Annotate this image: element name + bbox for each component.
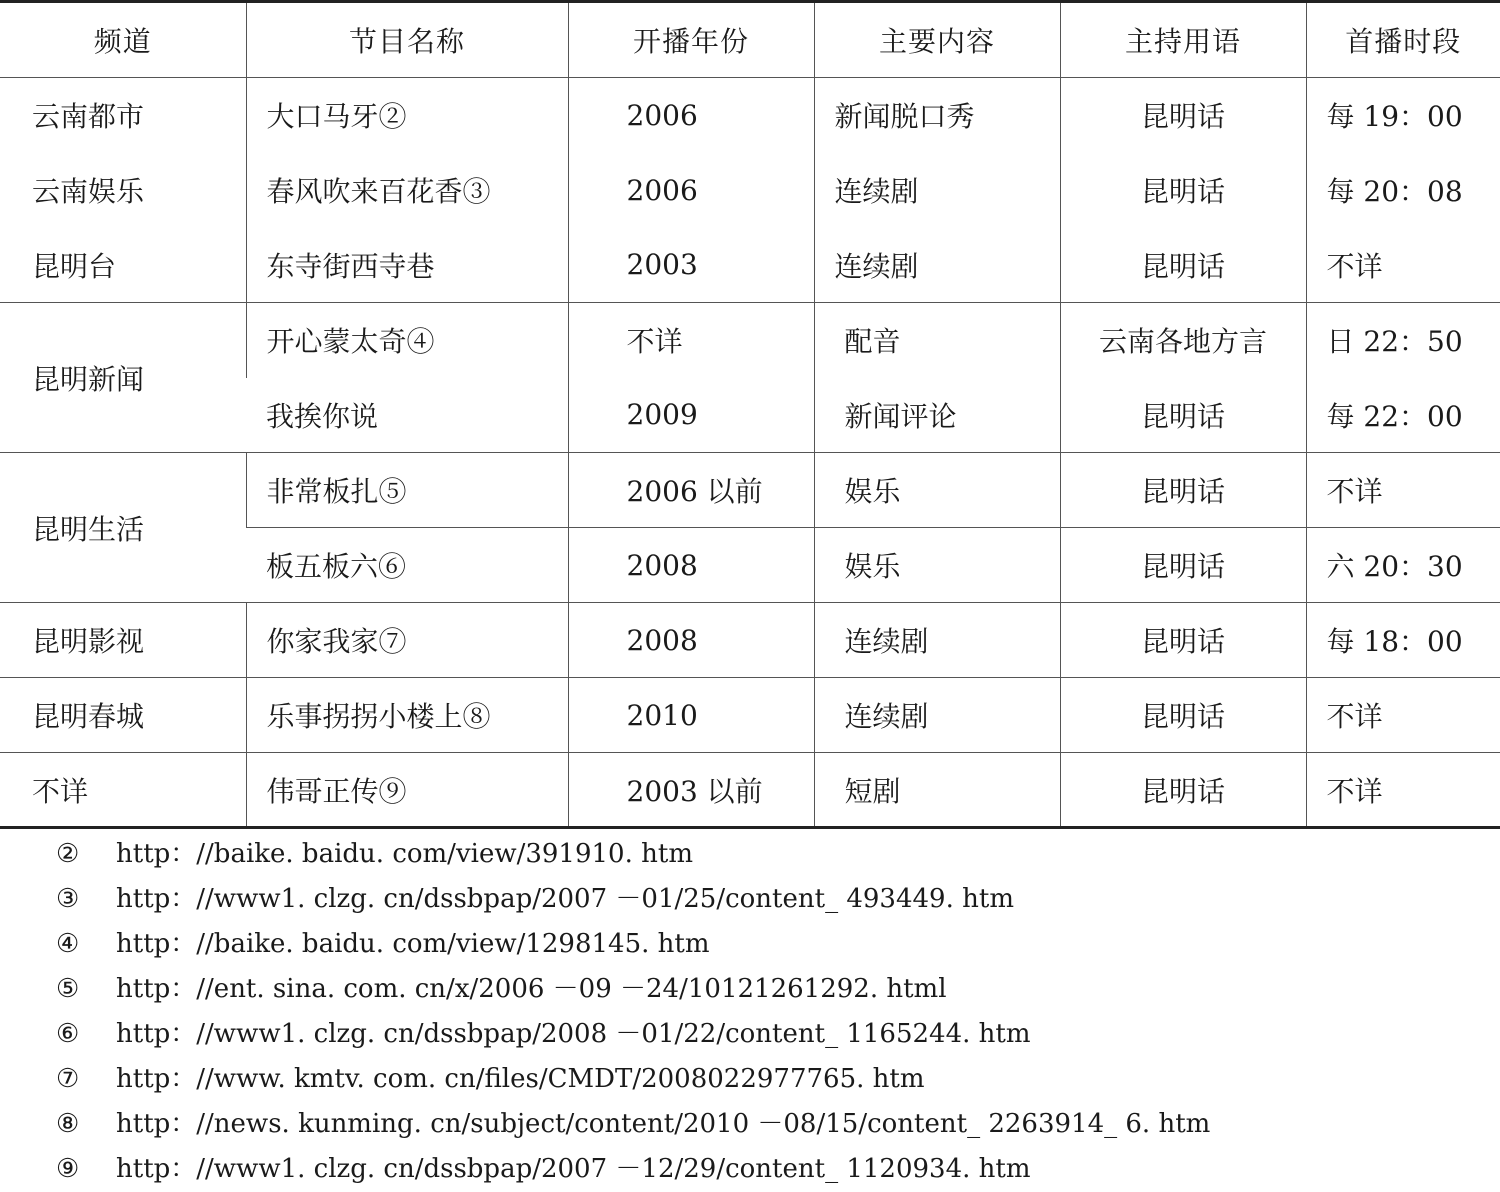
footnote [56,1102,1210,1147]
table-row [0,753,1500,828]
content-cell: 配音 [814,303,1060,378]
language-cell: 昆明话 [1060,228,1306,303]
footnote-mark: ⑥ [56,1019,80,1049]
table-body [0,78,1500,828]
footnote [56,832,1210,877]
slot-cell: 每 20：08 [1306,153,1500,228]
program-cell: 我挨你说 [246,378,568,453]
footnote-url: http：//baike. baidu. com/view/391910. htm [116,839,693,869]
language-cell: 昆明话 [1060,603,1306,678]
year-cell: 不详 [568,303,814,378]
program-cell: 开心蒙太奇④ [246,303,568,378]
slot-cell: 不详 [1306,753,1500,828]
content-cell: 连续剧 [814,228,1060,303]
program-cell: 乐事拐拐小楼上⑧ [246,678,568,753]
table-row [0,228,1500,303]
footnote-mark: ⑨ [56,1154,80,1184]
channel-cell: 昆明台 [0,228,246,303]
footnotes-list [56,832,1210,1192]
footnote-url: http：//ent. sina. com. cn/x/2006 －09 －24/10121261292. html [116,974,947,1004]
footnote-url: http：//www1. clzg. cn/dssbpap/2008 －01/22/content_ 1165244. htm [116,1019,1031,1049]
header-language: 主持用语 [1060,2,1306,78]
channel-cell: 昆明影视 [0,603,246,678]
table-row [0,303,1500,378]
table-row [0,153,1500,228]
channel-cell: 昆明春城 [0,678,246,753]
language-cell: 昆明话 [1060,528,1306,603]
year-cell: 2006 以前 [568,453,814,528]
slot-cell: 每 19：00 [1306,78,1500,153]
language-cell: 昆明话 [1060,78,1306,153]
program-cell: 板五板六⑥ [246,528,568,603]
year-cell: 2006 [568,78,814,153]
year-cell: 2003 [568,228,814,303]
footnote [56,967,1210,1012]
language-cell: 昆明话 [1060,678,1306,753]
content-cell: 连续剧 [814,153,1060,228]
header-program: 节目名称 [246,2,568,78]
program-cell: 非常板扎⑤ [246,453,568,528]
language-cell: 昆明话 [1060,378,1306,453]
content-cell: 新闻脱口秀 [814,78,1060,153]
table-row [0,78,1500,153]
header-row [0,2,1500,78]
year-cell: 2009 [568,378,814,453]
language-cell: 昆明话 [1060,153,1306,228]
header-year: 开播年份 [568,2,814,78]
slot-cell: 每 18：00 [1306,603,1500,678]
table-row [0,603,1500,678]
slot-cell: 六 20：30 [1306,528,1500,603]
program-cell: 大口马牙② [246,78,568,153]
content-cell: 娱乐 [814,528,1060,603]
header-channel: 频道 [0,2,246,78]
content-cell: 短剧 [814,753,1060,828]
footnote [56,1012,1210,1057]
table-header [0,2,1500,78]
program-cell: 你家我家⑦ [246,603,568,678]
header-content: 主要内容 [814,2,1060,78]
footnote-mark: ⑦ [56,1064,80,1094]
footnote [56,1057,1210,1102]
footnote-mark: ② [56,839,80,869]
slot-cell: 不详 [1306,453,1500,528]
footnote-url: http：//www1. clzg. cn/dssbpap/2007 －01/25/content_ 493449. htm [116,884,1014,914]
footnote [56,922,1210,967]
language-cell: 昆明话 [1060,753,1306,828]
footnote-mark: ⑤ [56,974,80,1004]
table-row [0,678,1500,753]
footnote-url: http：//news. kunming. cn/subject/content/2010 －08/15/content_ 2263914_ 6. htm [116,1109,1211,1139]
content-cell: 娱乐 [814,453,1060,528]
content-cell: 新闻评论 [814,378,1060,453]
slot-cell: 每 22：00 [1306,378,1500,453]
table-row [0,453,1500,528]
year-cell: 2008 [568,528,814,603]
slot-cell: 不详 [1306,228,1500,303]
channel-cell: 昆明生活 [0,453,246,603]
slot-cell: 不详 [1306,678,1500,753]
footnote-mark: ④ [56,929,80,959]
program-cell: 东寺街西寺巷 [246,228,568,303]
year-cell: 2006 [568,153,814,228]
program-cell: 伟哥正传⑨ [246,753,568,828]
year-cell: 2010 [568,678,814,753]
program-cell: 春风吹来百花香③ [246,153,568,228]
header-slot: 首播时段 [1306,2,1500,78]
language-cell: 昆明话 [1060,453,1306,528]
channel-cell: 不详 [0,753,246,828]
year-cell: 2003 以前 [568,753,814,828]
footnote [56,877,1210,922]
footnote-url: http：//baike. baidu. com/view/1298145. htm [116,929,710,959]
footnote-mark: ⑧ [56,1109,80,1139]
footnote-mark: ③ [56,884,80,914]
channel-cell: 昆明新闻 [0,303,246,453]
footnote-url: http：//www. kmtv. com. cn/files/CMDT/2008022977765. htm [116,1064,925,1094]
content-cell: 连续剧 [814,603,1060,678]
channel-cell: 云南都市 [32,100,145,134]
footnote-url: http：//www1. clzg. cn/dssbpap/2007 －12/29/content_ 1120934. htm [116,1154,1031,1184]
footnote [56,1147,1210,1192]
content-cell: 连续剧 [814,678,1060,753]
language-cell: 云南各地方言 [1060,303,1306,378]
channel-cell: 云南娱乐 [32,175,145,208]
year-cell: 2008 [568,603,814,678]
slot-cell: 日 22：50 [1306,303,1500,378]
